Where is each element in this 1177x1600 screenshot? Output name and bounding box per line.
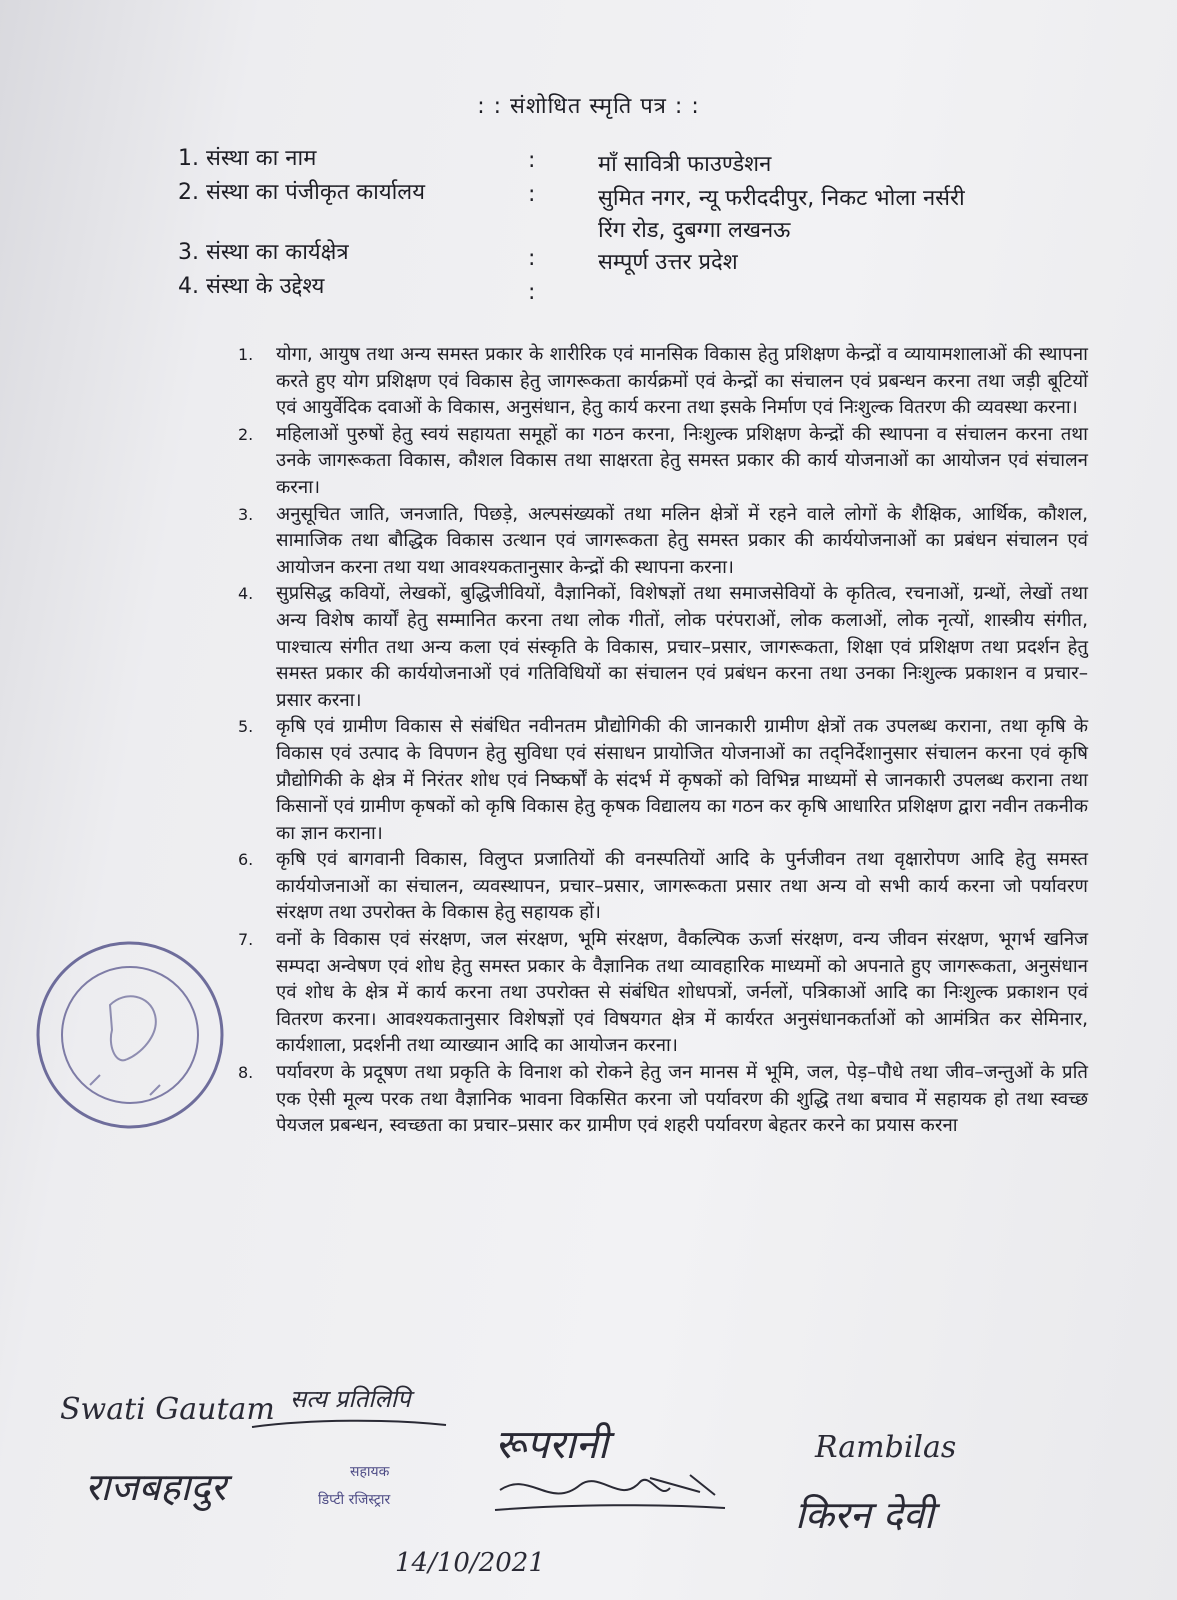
objective-item — [218, 342, 1088, 422]
scribble-signature — [490, 1460, 730, 1520]
field-separator: : — [528, 148, 536, 173]
field-value-area: सम्पूर्ण उत्तर प्रदेश — [598, 250, 738, 275]
objective-item — [218, 422, 1088, 502]
signature-rajbahadur: राजबहादुर — [85, 1465, 227, 1509]
field-separator: : — [528, 182, 536, 207]
objective-item — [218, 1060, 1088, 1140]
objective-item — [218, 714, 1088, 847]
stamp-office: डिप्टी रजिस्ट्रार — [318, 1492, 391, 1508]
objectives-list — [218, 342, 1088, 1140]
objective-number: 6. — [238, 850, 254, 870]
field-value-office-line2: रिंग रोड, दुबग्गा लखनऊ — [598, 218, 791, 243]
signature-roopraani: रूपरानी — [495, 1422, 609, 1468]
objective-text: कृषि एवं बागवानी विकास, विलुप्त प्रजातियों की वनस्पतियों आदि के पुर्नजीवन तथा वृक्षारोपण आदि हेतु समस्त कार्ययोजनाओं का संचालन, व्यवस्थापन, प्रचार–प्रसार, जागरूकता प्रसार तथा अन्य वो सभी कार्य करना जो पर्यावरण संरक्षण तथा उपरोक्त के विकास हेतु सहायक हों। — [276, 849, 1088, 924]
objective-item — [218, 502, 1088, 582]
signature-swati-gautam: Swati Gautam — [60, 1392, 275, 1427]
underline-mark — [250, 1415, 450, 1435]
objective-number: 5. — [238, 717, 254, 737]
field-label-name: 1. संस्था का नाम — [178, 146, 317, 171]
document-title: : : संशोधित स्मृति पत्र : : — [477, 94, 700, 119]
seal-stamp — [30, 935, 230, 1135]
date-handwritten: 14/10/2021 — [395, 1548, 545, 1578]
field-value-name: माँ सावित्री फाउण्डेशन — [598, 152, 772, 177]
field-label-office: 2. संस्था का पंजीकृत कार्यालय — [178, 180, 425, 205]
field-label-area: 3. संस्था का कार्यक्षेत्र — [178, 240, 349, 265]
objective-number: 3. — [238, 504, 254, 524]
objective-number: 7. — [238, 930, 254, 950]
stamp-designation: सहायक — [350, 1464, 390, 1480]
objective-item — [218, 927, 1088, 1060]
field-label-objectives: 4. संस्था के उद्देश्य — [178, 274, 325, 299]
true-copy-note: सत्य प्रतिलिपि — [290, 1385, 411, 1413]
objective-item — [218, 847, 1088, 927]
objective-text: महिलाओं पुरुषों हेतु स्वयं सहायता समूहों का गठन करना, निःशुल्क प्रशिक्षण केन्द्रों की स्थापना व संचालन करना तथा उनके जागरूकता विकास, कौशल विकास तथा साक्षरता हेतु समस्त प्रकार की कार्य योजनाओं का आयोजन एवं संचालन करना। — [276, 423, 1088, 498]
objective-text: अनुसूचित जाति, जनजाति, पिछड़े, अल्पसंख्यकों तथा मलिन क्षेत्रों में रहने वाले लोगों के शैक्षिक, आर्थिक, कौशल, सामाजिक तथा बौद्धिक विकास उत्थान एवं जागरूकता हेतु समस्त प्रकार की कार्ययोजनाओं का प्रबंधन संचालन एवं आयोजन करना तथा यथा आवश्यकतानुसार केन्द्रों की स्थापना करना। — [276, 503, 1088, 578]
field-value-office: सुमित नगर, न्यू फरीददीपुर, निकट भोला नर्सरी — [598, 186, 965, 211]
objective-number: 8. — [238, 1063, 254, 1083]
field-separator: : — [528, 280, 536, 305]
objective-number: 2. — [238, 424, 254, 444]
signature-kiran-devi: किरन देवी — [795, 1493, 934, 1537]
objective-text: कृषि एवं ग्रामीण विकास से संबंधित नवीनतम प्रौद्योगिकी की जानकारी ग्रामीण क्षेत्रों तक उपलब्ध कराना, तथा कृषि के विकास एवं उत्पाद के विपणन हेतु सुविधा एवं संसाधन प्रायोजित योजनाओं का तद्निर्देशानुसार संचालन करना एवं कृषि प्रौद्योगिकी के क्षेत्र में निरंतर शोध एवं निष्कर्षों के संदर्भ में कृषकों को विभिन्न माध्यमों से जानकारी उपलब्ध कराना तथा किसानों एवं ग्रामीण कृषकों को कृषि विकास हेतु कृषक विद्यालय का गठन कर कृषि आधारित प्रशिक्षण द्वारा नवीन तकनीक का ज्ञान कराना। — [276, 716, 1088, 844]
objective-text: पर्यावरण के प्रदूषण तथा प्रकृति के विनाश को रोकने हेतु जन मानस में भूमि, जल, पेड़–पौधे तथा जीव–जन्तुओं के प्रति एक ऐसी मूल्य परक तथा वैज्ञानिक भावना विकसित करना जो पर्यावरण की शुद्धि तथा बचाव में सहायक हो तथा स्वच्छ पेयजल प्रबन्धन, स्वच्छता का प्रचार–प्रसार कर ग्रामीण एवं शहरी पर्यावरण बेहतर करने का प्रयास करना — [276, 1062, 1088, 1137]
objective-number: 1. — [238, 345, 254, 364]
signature-rambilas: Rambilas — [815, 1430, 957, 1465]
objective-text: सुप्रसिद्ध कवियों, लेखकों, बुद्धिजीवियों, वैज्ञानिकों, विशेषज्ञों तथा समाजसेवियों के कृतित्व, रचनाओं, ग्रन्थों, लेखों तथा अन्य विशेष कार्यों हेतु सम्मानित करना तथा लोक गीतों, लोक परंपराओं, लोक कलाओं, लोक नृत्यों, शास्त्रीय संगीत, पाश्चात्य संगीत तथा अन्य कला एवं संस्कृति के विकास, प्रचार–प्रसार, जागरूकता, शिक्षा एवं प्रशिक्षण तथा प्रदर्शन हेतु समस्त प्रकार की कार्ययोजनाओं एवं गतिविधियों का संचालन एवं प्रबंधन करना तथा उनका निःशुल्क प्रकाशन व प्रचार–प्रसार करना। — [276, 583, 1088, 711]
objective-number: 4. — [238, 584, 254, 604]
field-separator: : — [528, 246, 536, 271]
objective-text: योगा, आयुष तथा अन्य समस्त प्रकार के शारीरिक एवं मानसिक विकास हेतु प्रशिक्षण केन्द्रों व व्यायामशालाओं की स्थापना करते हुए योग प्रशिक्षण एवं विकास हेतु जागरूकता कार्यक्रमों एवं केन्द्रों का संचालन एवं प्रबन्धन करना तथा जड़ी बूटियों एवं आयुर्वेदिक दवाओं के विकास, अनुसंधान, हेतु कार्य करना तथा इसके निर्माण एवं निःशुल्क वितरण की व्यवस्था करना। — [276, 344, 1088, 419]
objective-item — [218, 581, 1088, 714]
objective-text: वनों के विकास एवं संरक्षण, जल संरक्षण, भूमि संरक्षण, वैकल्पिक ऊर्जा संरक्षण, वन्य जीवन संरक्षण, भूगर्भ खनिज सम्पदा अन्वेषण एवं शोध हेतु समस्त प्रकार के वैज्ञानिक तथा व्यावहारिक माध्यमों को अपनाते हुए जागरूकता, अनुसंधान एवं शोध के क्षेत्र में कार्य करना तथा उपरोक्त से संबंधित शोधपत्रों, जर्नलों, पत्रिकाओं आदि का निःशुल्क प्रकाशन एवं वितरण करना। आवश्यकतानुसार विशेषज्ञों एवं विषयगत क्षेत्र में कार्यरत अनुसंधानकर्ताओं को आमंत्रित कर सेमिनार, कार्यशाला, प्रदर्शनी तथा व्याख्यान आदि का आयोजन करना। — [276, 929, 1088, 1057]
